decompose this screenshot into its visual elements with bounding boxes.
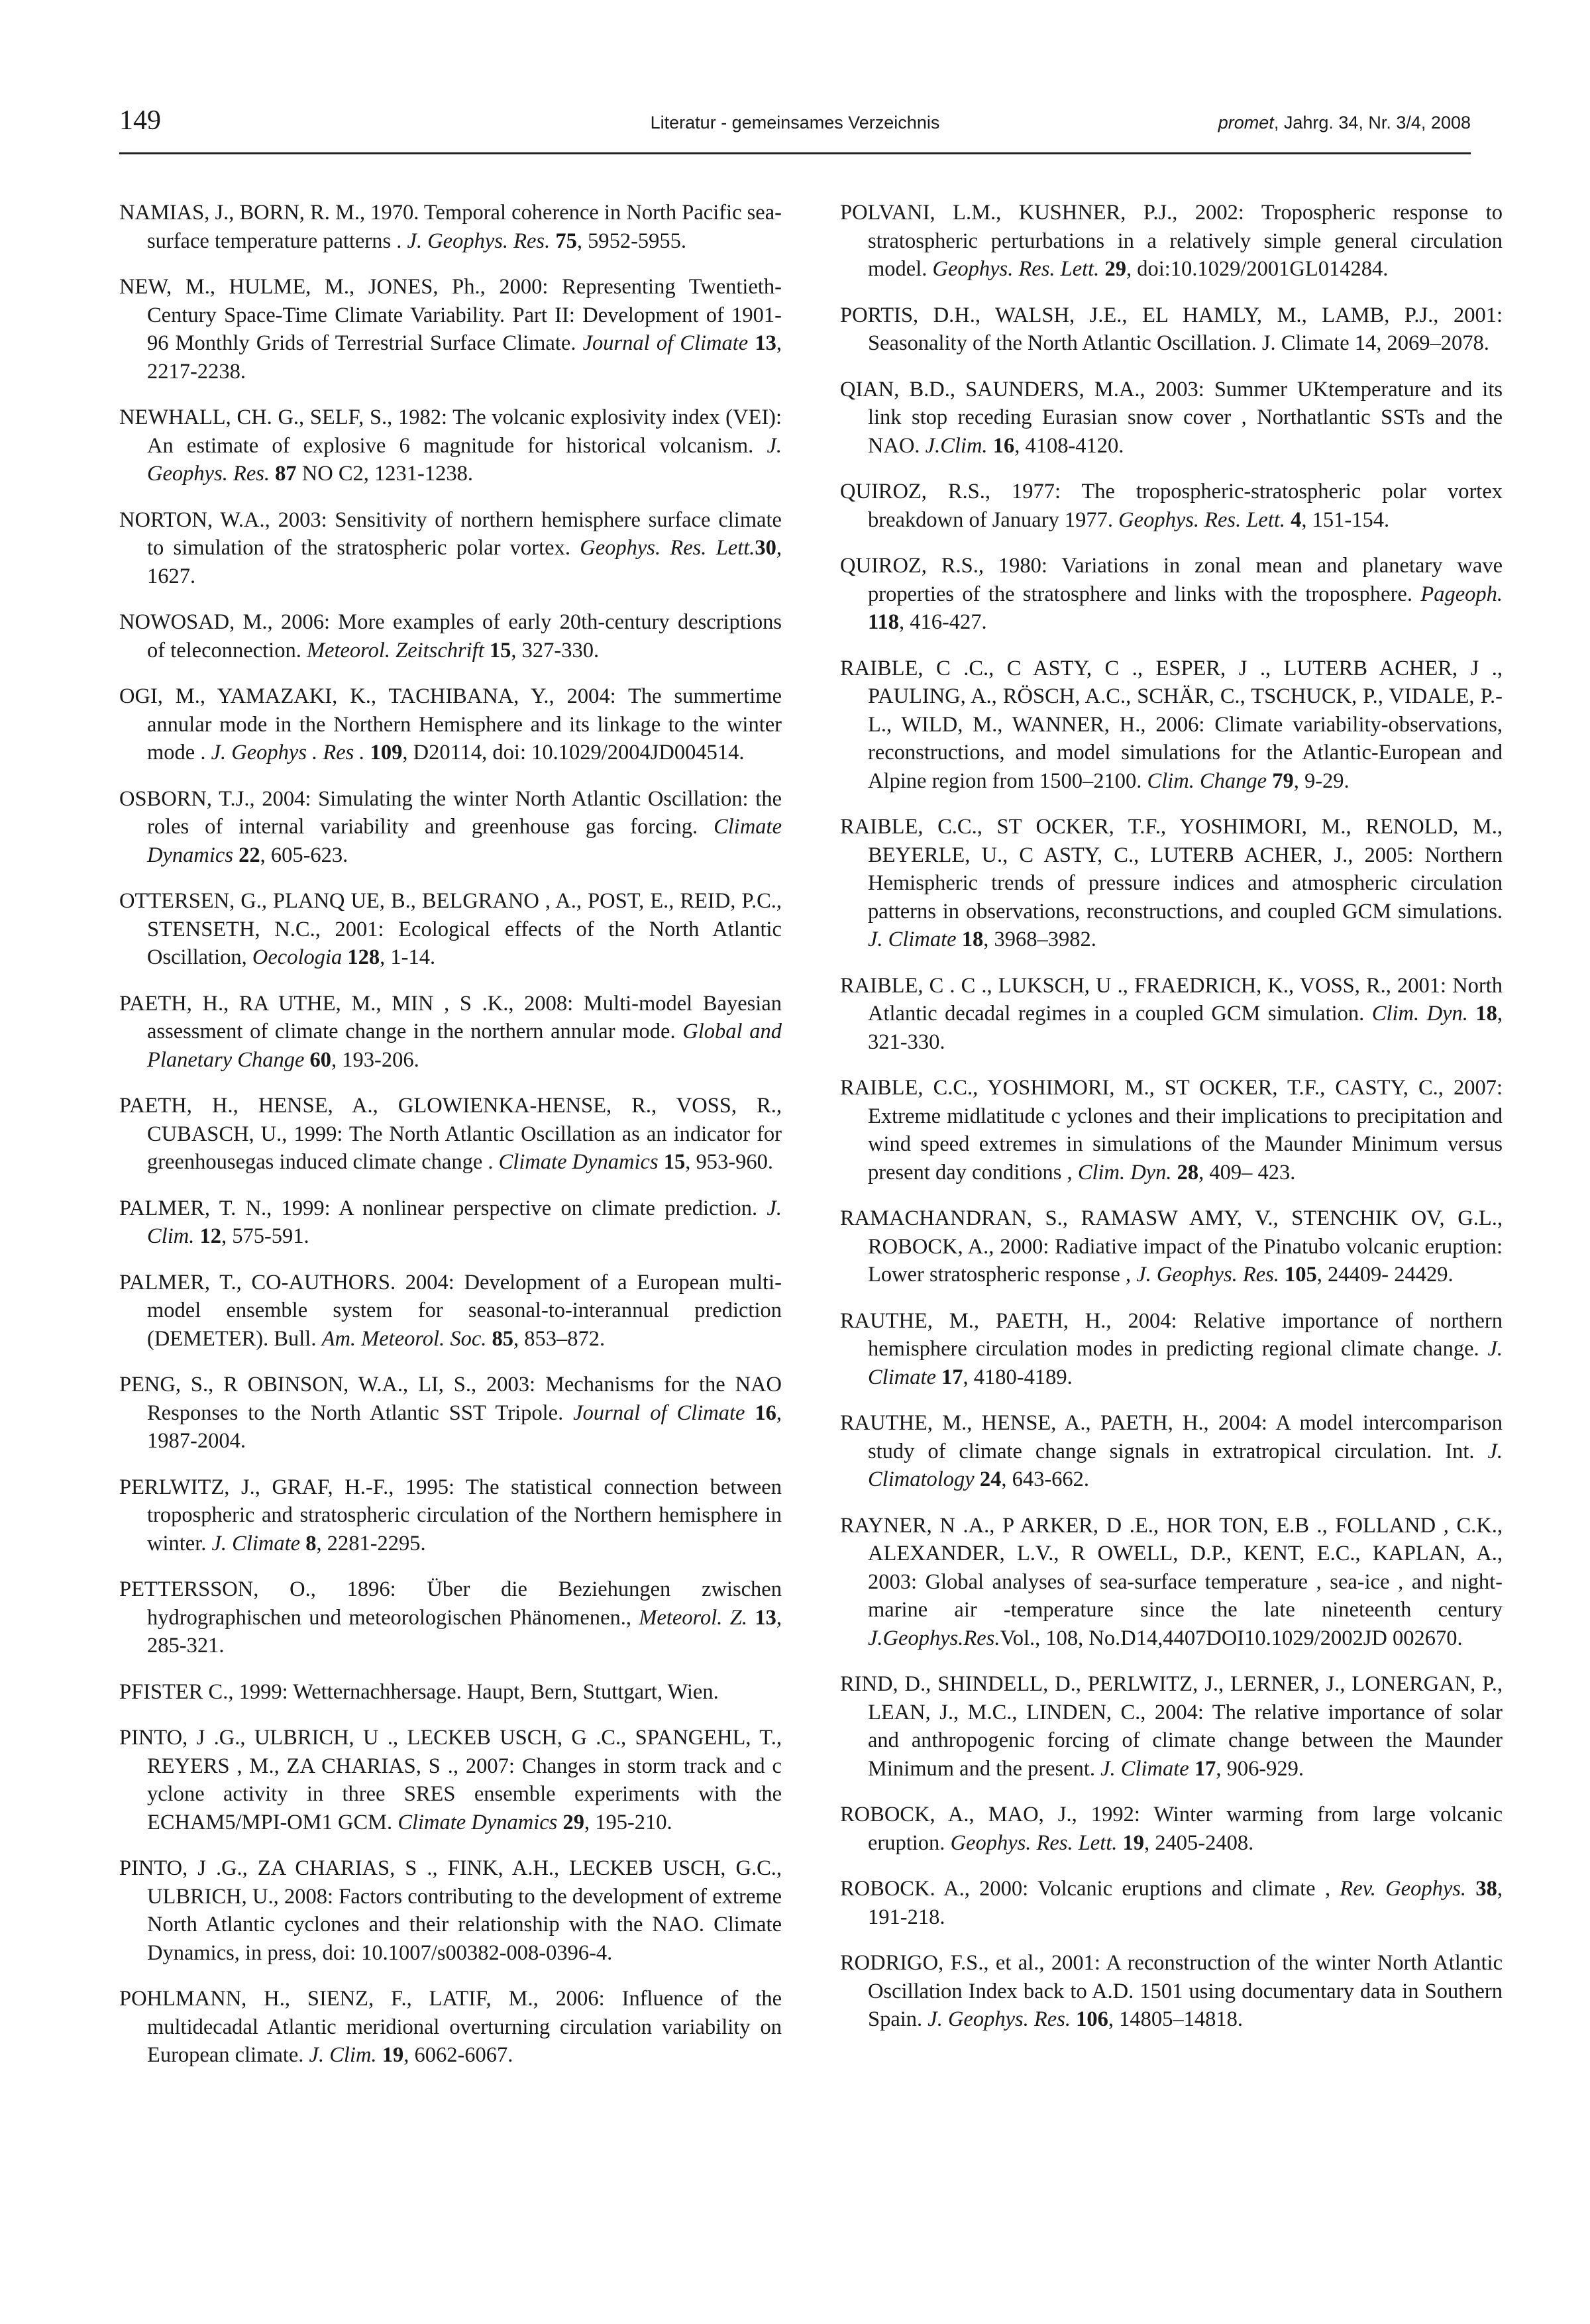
reference-title: Mechanisms for the NAO Responses to the North Atlantic SST Tripole. xyxy=(147,1373,782,1425)
reference-pages: , 4180-4189. xyxy=(963,1365,1073,1389)
reference-title: Volcanic eruptions and climate , xyxy=(1028,1877,1340,1901)
reference-entry xyxy=(119,1575,782,1660)
reference-volume: 19 xyxy=(376,2043,404,2067)
reference-authors: NAMIAS, J., BORN, R. M., 1970. xyxy=(119,201,419,225)
reference-pages: , 3968–3982. xyxy=(983,927,1096,951)
reference-journal: Am. Meteorol. Soc. xyxy=(321,1326,487,1351)
reference-volume: 18 xyxy=(956,927,984,951)
reference-entry xyxy=(840,301,1503,358)
reference-pages: , 24409- 24429. xyxy=(1316,1263,1454,1287)
reference-title: Variations in zonal mean and planetary wave properties of the stratosphere and links with the troposphere. xyxy=(868,554,1503,606)
reference-authors: QUIROZ, R.S., 1980: xyxy=(840,554,1047,578)
reference-title: The statistical connection between tropospheric and stratospheric circulation of the Northern hemisphere in winter. xyxy=(147,1475,782,1556)
reference-pages: , 151-154. xyxy=(1301,507,1390,532)
reference-pages: , 193-206. xyxy=(331,1047,419,1072)
reference-entry xyxy=(119,682,782,767)
reference-volume: 128 xyxy=(342,945,380,969)
reference-authors: NOWOSAD, M., 2006: xyxy=(119,610,330,634)
reference-authors: QIAN, B.D., SAUNDERS, M.A., 2003: xyxy=(840,377,1204,401)
reference-authors: ROBOCK, A., MAO, J., 1992: xyxy=(840,1803,1140,1826)
reference-pages: , 1627. xyxy=(147,536,782,588)
reference-volume: 28 xyxy=(1171,1160,1199,1185)
reference-volume: 29 xyxy=(557,1810,584,1834)
reference-journal: Meteorol. Z. xyxy=(639,1605,747,1630)
reference-authors: RAMACHANDRAN, S., RAMASW AMY, V., STENCHIK OV, G.L., ROBOCK, A., 2000: xyxy=(840,1206,1503,1259)
reference-journal: J. Geophys. Res. xyxy=(928,2007,1071,2031)
reference-authors: PINTO, J .G., ULBRICH, U ., LECKEB USCH, G .C., SPANGEHL, T., REYERS , M., ZA CHARIAS, S ., 2007: xyxy=(119,1726,782,1778)
reference-title: Representing Twentieth-Century Space-Time Climate Variability. Part II: Development of 1901-96 Monthly Grids of Terrestrial Surface Climate. xyxy=(147,275,782,355)
reference-volume: 60 xyxy=(304,1047,332,1072)
reference-journal: J. Climate xyxy=(868,1337,1503,1389)
reference-volume: 118 xyxy=(868,610,899,634)
reference-authors: PINTO, J .G., ZA CHARIAS, S ., FINK, A.H., LECKEB USCH, G.C., ULBRICH, U., 2008: xyxy=(119,1856,782,1909)
reference-authors: RODRIGO, F.S., et al., 2001: xyxy=(840,1951,1100,1975)
reference-volume: 16 xyxy=(745,1400,776,1425)
reference-pages: , D20114, doi: 10.1029/2004JD004514. xyxy=(402,741,745,765)
reference-pages: , 575-591. xyxy=(221,1224,309,1248)
reference-journal: J. Climate xyxy=(211,1531,301,1556)
reference-entry xyxy=(119,608,782,664)
reference-title: Climate variability-observations, reconstructions, and model simulations for the Atlantic-European and Alpine region from 1500–2100. xyxy=(868,712,1503,793)
reference-entry xyxy=(119,1854,782,1967)
reference-volume: 19 xyxy=(1117,1830,1145,1855)
reference-entry xyxy=(119,1678,782,1707)
reference-entry xyxy=(119,1194,782,1251)
reference-entry xyxy=(119,1269,782,1353)
reference-journal: Meteorol. Zeitschrift xyxy=(306,638,484,662)
reference-journal: J. Geophys . Res . xyxy=(211,741,365,765)
reference-journal: Rev. Geophys. xyxy=(1340,1877,1467,1901)
reference-pages: , 14805–14818. xyxy=(1108,2007,1243,2031)
reference-title: Extreme midlatitude c yclones and their implications to precipitation and wind speed extremes in simulations of the Maunder Minimum versus present day conditions , xyxy=(868,1104,1503,1185)
reference-authors: PETTERSSON, O., 1896: xyxy=(119,1577,396,1601)
reference-journal: Journal of Climate xyxy=(582,331,749,355)
reference-volume: 38 xyxy=(1466,1877,1497,1901)
reference-entry xyxy=(840,1409,1503,1494)
reference-title: Winter warming from large volcanic eruption. xyxy=(868,1803,1503,1855)
reference-journal: Clim. Change xyxy=(1147,768,1267,793)
reference-journal: J. Geophys. Res. xyxy=(147,433,782,486)
reference-pages: , 853–872. xyxy=(513,1326,606,1351)
reference-volume: 105 xyxy=(1279,1263,1317,1287)
reference-authors: OTTERSEN, G., PLANQ UE, B., BELGRANO , A., POST, E., REID, P.C., STENSETH, N.C., 2001: xyxy=(119,889,782,941)
reference-pages: , 605-623. xyxy=(260,843,348,867)
reference-pages: , 1987-2004. xyxy=(147,1400,782,1453)
running-title: Literatur - gemeinsames Verzeichnis xyxy=(650,113,940,132)
reference-journal: Oecologia xyxy=(252,945,343,969)
reference-authors: RAIBLE, C.C., YOSHIMORI, M., ST OCKER, T.F., CASTY, C., 2007: xyxy=(840,1076,1503,1100)
reference-journal: Climate Dynamics xyxy=(398,1810,558,1834)
reference-volume: 15 xyxy=(658,1150,686,1174)
reference-authors: PALMER, T., CO-AUTHORS. 2004: xyxy=(119,1270,454,1294)
reference-authors: POLVANI, L.M., KUSHNER, P.J., 2002: xyxy=(840,201,1244,225)
reference-pages: , 409– 423. xyxy=(1198,1160,1296,1185)
reference-volume: 13 xyxy=(747,1605,776,1630)
reference-entry xyxy=(840,376,1503,460)
reference-title: The tropospheric-stratospheric polar vortex breakdown of January 1977. xyxy=(868,480,1503,532)
reference-authors: NORTON, W.A., 2003: xyxy=(119,507,327,532)
reference-title: Relative importance of northern hemisphere circulation modes in predicting regional climate change. xyxy=(868,1308,1503,1361)
reference-pages: , 191-218. xyxy=(868,1877,1503,1929)
reference-entry xyxy=(840,478,1503,534)
reference-volume: 75 xyxy=(550,229,577,253)
reference-pages: , 321-330. xyxy=(868,1002,1503,1054)
reference-entry xyxy=(840,813,1503,954)
reference-title: Ecological effects of the North Atlantic Oscillation, xyxy=(147,917,782,969)
reference-volume: 24 xyxy=(974,1467,1002,1491)
reference-entry xyxy=(119,785,782,870)
reference-title: Summer UKtemperature and its link stop receding Eurasian snow cover , Northatlantic SSTs and the NAO. xyxy=(868,377,1503,458)
reference-entry xyxy=(119,1371,782,1455)
reference-authors: RAUTHE, M., PAETH, H., 2004: xyxy=(840,1308,1177,1333)
reference-entry xyxy=(840,1670,1503,1783)
page-header xyxy=(119,99,1471,154)
reference-pages: , 327-330. xyxy=(511,638,600,662)
reference-pages: Vol., 108, No.D14,4407DOI10.1029/2002JD 002670. xyxy=(1000,1626,1463,1650)
reference-volume: 17 xyxy=(1189,1756,1216,1781)
reference-entry xyxy=(119,990,782,1075)
reference-entry xyxy=(840,972,1503,1057)
reference-title: The volcanic explosivity index (VEI): An estimate of explosive 6 magnitude for historical volcanism. xyxy=(147,405,782,458)
reference-journal: Geophys. Res. Lett. xyxy=(580,536,755,560)
reference-pages: , 906-929. xyxy=(1216,1756,1304,1781)
reference-volume: 22 xyxy=(233,843,260,867)
reference-title: Changes in storm track and c yclone activity in three SRES ensemble experiments with the ECHAM5/MPI-OM1 GCM. xyxy=(147,1754,782,1834)
reference-journal: Climate Dynamics xyxy=(147,815,782,867)
reference-authors: PFISTER C., 1999: xyxy=(119,1679,288,1704)
reference-entry xyxy=(119,1985,782,2070)
reference-authors: OSBORN, T.J., 2004: xyxy=(119,786,311,811)
reference-title: Tropospheric response to stratospheric perturbations in a relatively simple general circulation model. xyxy=(868,201,1503,281)
reference-entry xyxy=(840,1307,1503,1392)
reference-title: Northern Hemispheric trends of pressure indices and atmospheric circulation patterns in observations, reconstructions, and coupled GCM simulations. xyxy=(868,843,1503,924)
reference-entry xyxy=(840,1074,1503,1187)
reference-journal: J. Climatology xyxy=(868,1439,1503,1491)
reference-title: Factors contributing to the development of extreme North Atlantic cyclones and their relationship with the NAO. Climate Dynamics, in press, doi: 10.1007/s00382-008-0396-4. xyxy=(147,1884,782,1965)
reference-authors: PENG, S., R OBINSON, W.A., LI, S., 2003: xyxy=(119,1373,536,1397)
reference-entry xyxy=(119,273,782,386)
reference-authors: POHLMANN, H., SIENZ, F., LATIF, M., 2006: xyxy=(119,1987,605,2011)
reference-pages: , 2281-2295. xyxy=(316,1531,426,1556)
reference-volume: 12 xyxy=(194,1224,221,1248)
reference-pages: , 2405-2408. xyxy=(1144,1830,1254,1855)
page-number: 149 xyxy=(119,105,161,136)
reference-authors: QUIROZ, R.S., 1977: xyxy=(840,480,1061,503)
reference-title: North Atlantic decadal regimes in a coupled GCM simulation. xyxy=(868,973,1503,1026)
reference-title: Development of a European multi-model ensemble system for seasonal-to-interannual prediction (DEMETER). Bull. xyxy=(147,1270,782,1351)
reference-title: The relative importance of solar and anthropogenic forcing of climate change between the Maunder Minimum and the present. xyxy=(868,1700,1503,1781)
reference-title: Influence of the multidecadal Atlantic meridional overturning circulation variability on European climate. xyxy=(147,1987,782,2067)
reference-authors: OGI, M., YAMAZAKI, K., TACHIBANA, Y., 2004: xyxy=(119,684,616,708)
reference-title: Temporal coherence in North Pacific sea-surface temperature patterns . xyxy=(147,201,782,253)
reference-volume: 30 xyxy=(755,536,776,560)
reference-authors: ROBOCK. A., 2000: xyxy=(840,1877,1029,1901)
reference-entry xyxy=(840,1801,1503,1857)
reference-journal: Climate Dynamics xyxy=(498,1150,659,1174)
reference-authors: PALMER, T. N., 1999: xyxy=(119,1196,331,1220)
left-reference-column xyxy=(119,199,782,2087)
reference-pages: , 285-321. xyxy=(147,1605,782,1658)
reference-journal: J. Clim. xyxy=(309,2043,377,2067)
reference-authors: RAIBLE, C . C ., LUKSCH, U ., FRAEDRICH, K., VOSS, R., 2001: xyxy=(840,973,1447,998)
reference-journal: Geophys. Res. Lett. xyxy=(1118,507,1285,532)
reference-entry xyxy=(840,552,1503,637)
reference-authors: RIND, D., SHINDELL, D., PERLWITZ, J., LERNER, J., LONERGAN, P., LEAN, J., M.C., LINDEN, C., 2004: xyxy=(840,1672,1503,1724)
reference-journal: Geophys. Res. Lett. xyxy=(932,257,1100,281)
reference-pages: , 643-662. xyxy=(1001,1467,1090,1491)
journal-name: promet xyxy=(1218,113,1274,132)
reference-title: Sensitivity of northern hemisphere surface climate to simulation of the stratospheric polar vortex. xyxy=(147,507,782,560)
reference-authors: PAETH, H., HENSE, A., GLOWIENKA-HENSE, R., VOSS, R., CUBASCH, U., 1999: xyxy=(119,1094,782,1146)
reference-pages: , 195-210. xyxy=(584,1810,672,1834)
reference-authors: RAUTHE, M., HENSE, A., PAETH, H., 2004: xyxy=(840,1411,1267,1435)
reference-pages: , 5952-5955. xyxy=(576,229,687,253)
reference-journal: J. Geophys. Res. xyxy=(407,229,551,253)
reference-authors: PERLWITZ, J., GRAF, H.-F., 1995: xyxy=(119,1475,455,1499)
reference-journal: J.Geophys.Res. xyxy=(868,1626,1000,1650)
reference-entry xyxy=(840,1949,1503,2034)
reference-pages: , 2217-2238. xyxy=(147,331,782,384)
reference-volume: 79 xyxy=(1267,768,1294,793)
reference-journal: Clim. Dyn. xyxy=(1077,1160,1172,1185)
reference-pages: , 6062-6067. xyxy=(403,2043,513,2067)
journal-issue: , Jahrg. 34, Nr. 3/4, 2008 xyxy=(1273,113,1471,132)
reference-entry xyxy=(119,1092,782,1177)
reference-entry xyxy=(119,403,782,488)
right-reference-column xyxy=(840,199,1503,2052)
reference-volume: 85 xyxy=(486,1326,514,1351)
reference-title: Radiative impact of the Pinatubo volcanic eruption: Lower stratospheric response , xyxy=(868,1234,1503,1287)
reference-volume: 106 xyxy=(1070,2007,1108,2031)
reference-authors: NEWHALL, CH. G., SELF, S., 1982: xyxy=(119,405,447,429)
reference-title: A nonlinear perspective on climate prediction. xyxy=(330,1196,767,1220)
reference-pages: , 9-29. xyxy=(1293,768,1350,793)
reference-journal: J. Clim. xyxy=(147,1196,782,1248)
reference-journal: Global and Planetary Change xyxy=(147,1020,782,1072)
reference-entry xyxy=(119,506,782,591)
reference-authors: RAYNER, N .A., P ARKER, D .E., HOR TON, E.B ., FOLLAND , C.K., ALEXANDER, L.V., R OWELL, D.P., KENT, E.C., KAPLAN, A., 2003: xyxy=(840,1513,1503,1594)
reference-title: Multi-model Bayesian assessment of climate change in the northern annular mode. xyxy=(147,991,782,1043)
reference-journal: J. Climate xyxy=(1100,1756,1189,1781)
reference-title: Wetternachhersage. Haupt, Bern, Stuttgart, Wien. xyxy=(288,1679,719,1704)
reference-volume: 8 xyxy=(300,1531,317,1556)
reference-authors: PAETH, H., RA UTHE, M., MIN , S .K., 2008: xyxy=(119,991,574,1016)
reference-pages: NO C2, 1231-1238. xyxy=(296,462,473,486)
reference-entry xyxy=(119,887,782,972)
journal-info xyxy=(1218,113,1471,133)
reference-pages: , 416-427. xyxy=(898,610,987,634)
reference-volume: 4 xyxy=(1285,507,1302,532)
reference-volume: 15 xyxy=(484,638,511,662)
reference-pages: , doi:10.1029/2001GL014284. xyxy=(1126,257,1389,281)
reference-authors: RAIBLE, C .C., C ASTY, C ., ESPER, J ., LUTERB ACHER, J ., PAULING, A., RÖSCH, A.C., SCHÄR, C., TSCHUCK, P., VIDALE, P.-L., WILD, M., WANNER, H., 2006: xyxy=(840,656,1503,737)
reference-title: More examples of early 20th-century descriptions of teleconnection. xyxy=(147,610,782,662)
reference-volume: 18 xyxy=(1467,1002,1497,1026)
reference-title: Über die Beziehungen zwischen hydrographischen und meteorologischen Phänomenen., xyxy=(147,1577,782,1630)
reference-journal: Pageoph. xyxy=(1420,582,1503,606)
reference-pages: , 1-14. xyxy=(380,945,436,969)
reference-entry xyxy=(119,1473,782,1558)
reference-entry xyxy=(119,1724,782,1836)
reference-authors: PORTIS, D.H., WALSH, J.E., EL HAMLY, M., LAMB, P.J., 2001: xyxy=(840,303,1503,327)
reference-title: Simulating the winter North Atlantic Oscillation: the roles of internal variability and greenhouse gas forcing. xyxy=(147,786,782,839)
reference-entry xyxy=(840,655,1503,796)
reference-volume: 109 xyxy=(364,741,403,765)
reference-volume: 17 xyxy=(935,1365,963,1389)
reference-pages: , 4108-4120. xyxy=(1014,433,1124,458)
reference-entry xyxy=(840,1512,1503,1653)
reference-journal: J.Clim. xyxy=(925,433,988,458)
reference-title: The North Atlantic Oscillation as an indicator for greenhousegas induced climate change . xyxy=(147,1122,782,1174)
reference-title: A reconstruction of the winter North Atlantic Oscillation Index back to A.D. 1501 using documentary data in Southern Spain. xyxy=(868,1951,1503,2031)
reference-volume: 87 xyxy=(270,462,297,486)
reference-journal: Clim. Dyn. xyxy=(1371,1002,1468,1026)
reference-journal: Journal of Climate xyxy=(573,1400,745,1425)
reference-authors: NEW, M., HULME, M., JONES, Ph., 2000: xyxy=(119,275,549,299)
reference-entry xyxy=(840,199,1503,284)
reference-pages: , 953-960. xyxy=(685,1150,773,1174)
reference-journal: J. Geophys. Res. xyxy=(1136,1263,1279,1287)
reference-title: Seasonality of the North Atlantic Oscillation. J. Climate 14, 2069–2078. xyxy=(868,331,1489,355)
reference-journal: J. Climate xyxy=(868,927,957,951)
reference-entry xyxy=(840,1875,1503,1931)
reference-volume: 13 xyxy=(748,331,776,355)
reference-authors: RAIBLE, C.C., ST OCKER, T.F., YOSHIMORI, M., RENOLD, M., BEYERLE, U., C ASTY, C., LUTERB ACHER, J., 2005: xyxy=(840,815,1503,867)
reference-volume: 29 xyxy=(1099,257,1126,281)
reference-volume: 16 xyxy=(987,433,1015,458)
reference-title: The summertime annular mode in the Northern Hemisphere and its linkage to the winter mode . xyxy=(147,684,782,765)
reference-entry xyxy=(119,199,782,255)
reference-title: Global analyses of sea-surface temperature , sea-ice , and night-marine air -temperature since the late nineteenth century xyxy=(868,1569,1503,1622)
reference-title: A model intercomparison study of climate change signals in extratropical circulation. Int. xyxy=(868,1411,1503,1463)
reference-journal: Geophys. Res. Lett. xyxy=(950,1830,1118,1855)
reference-entry xyxy=(840,1204,1503,1289)
